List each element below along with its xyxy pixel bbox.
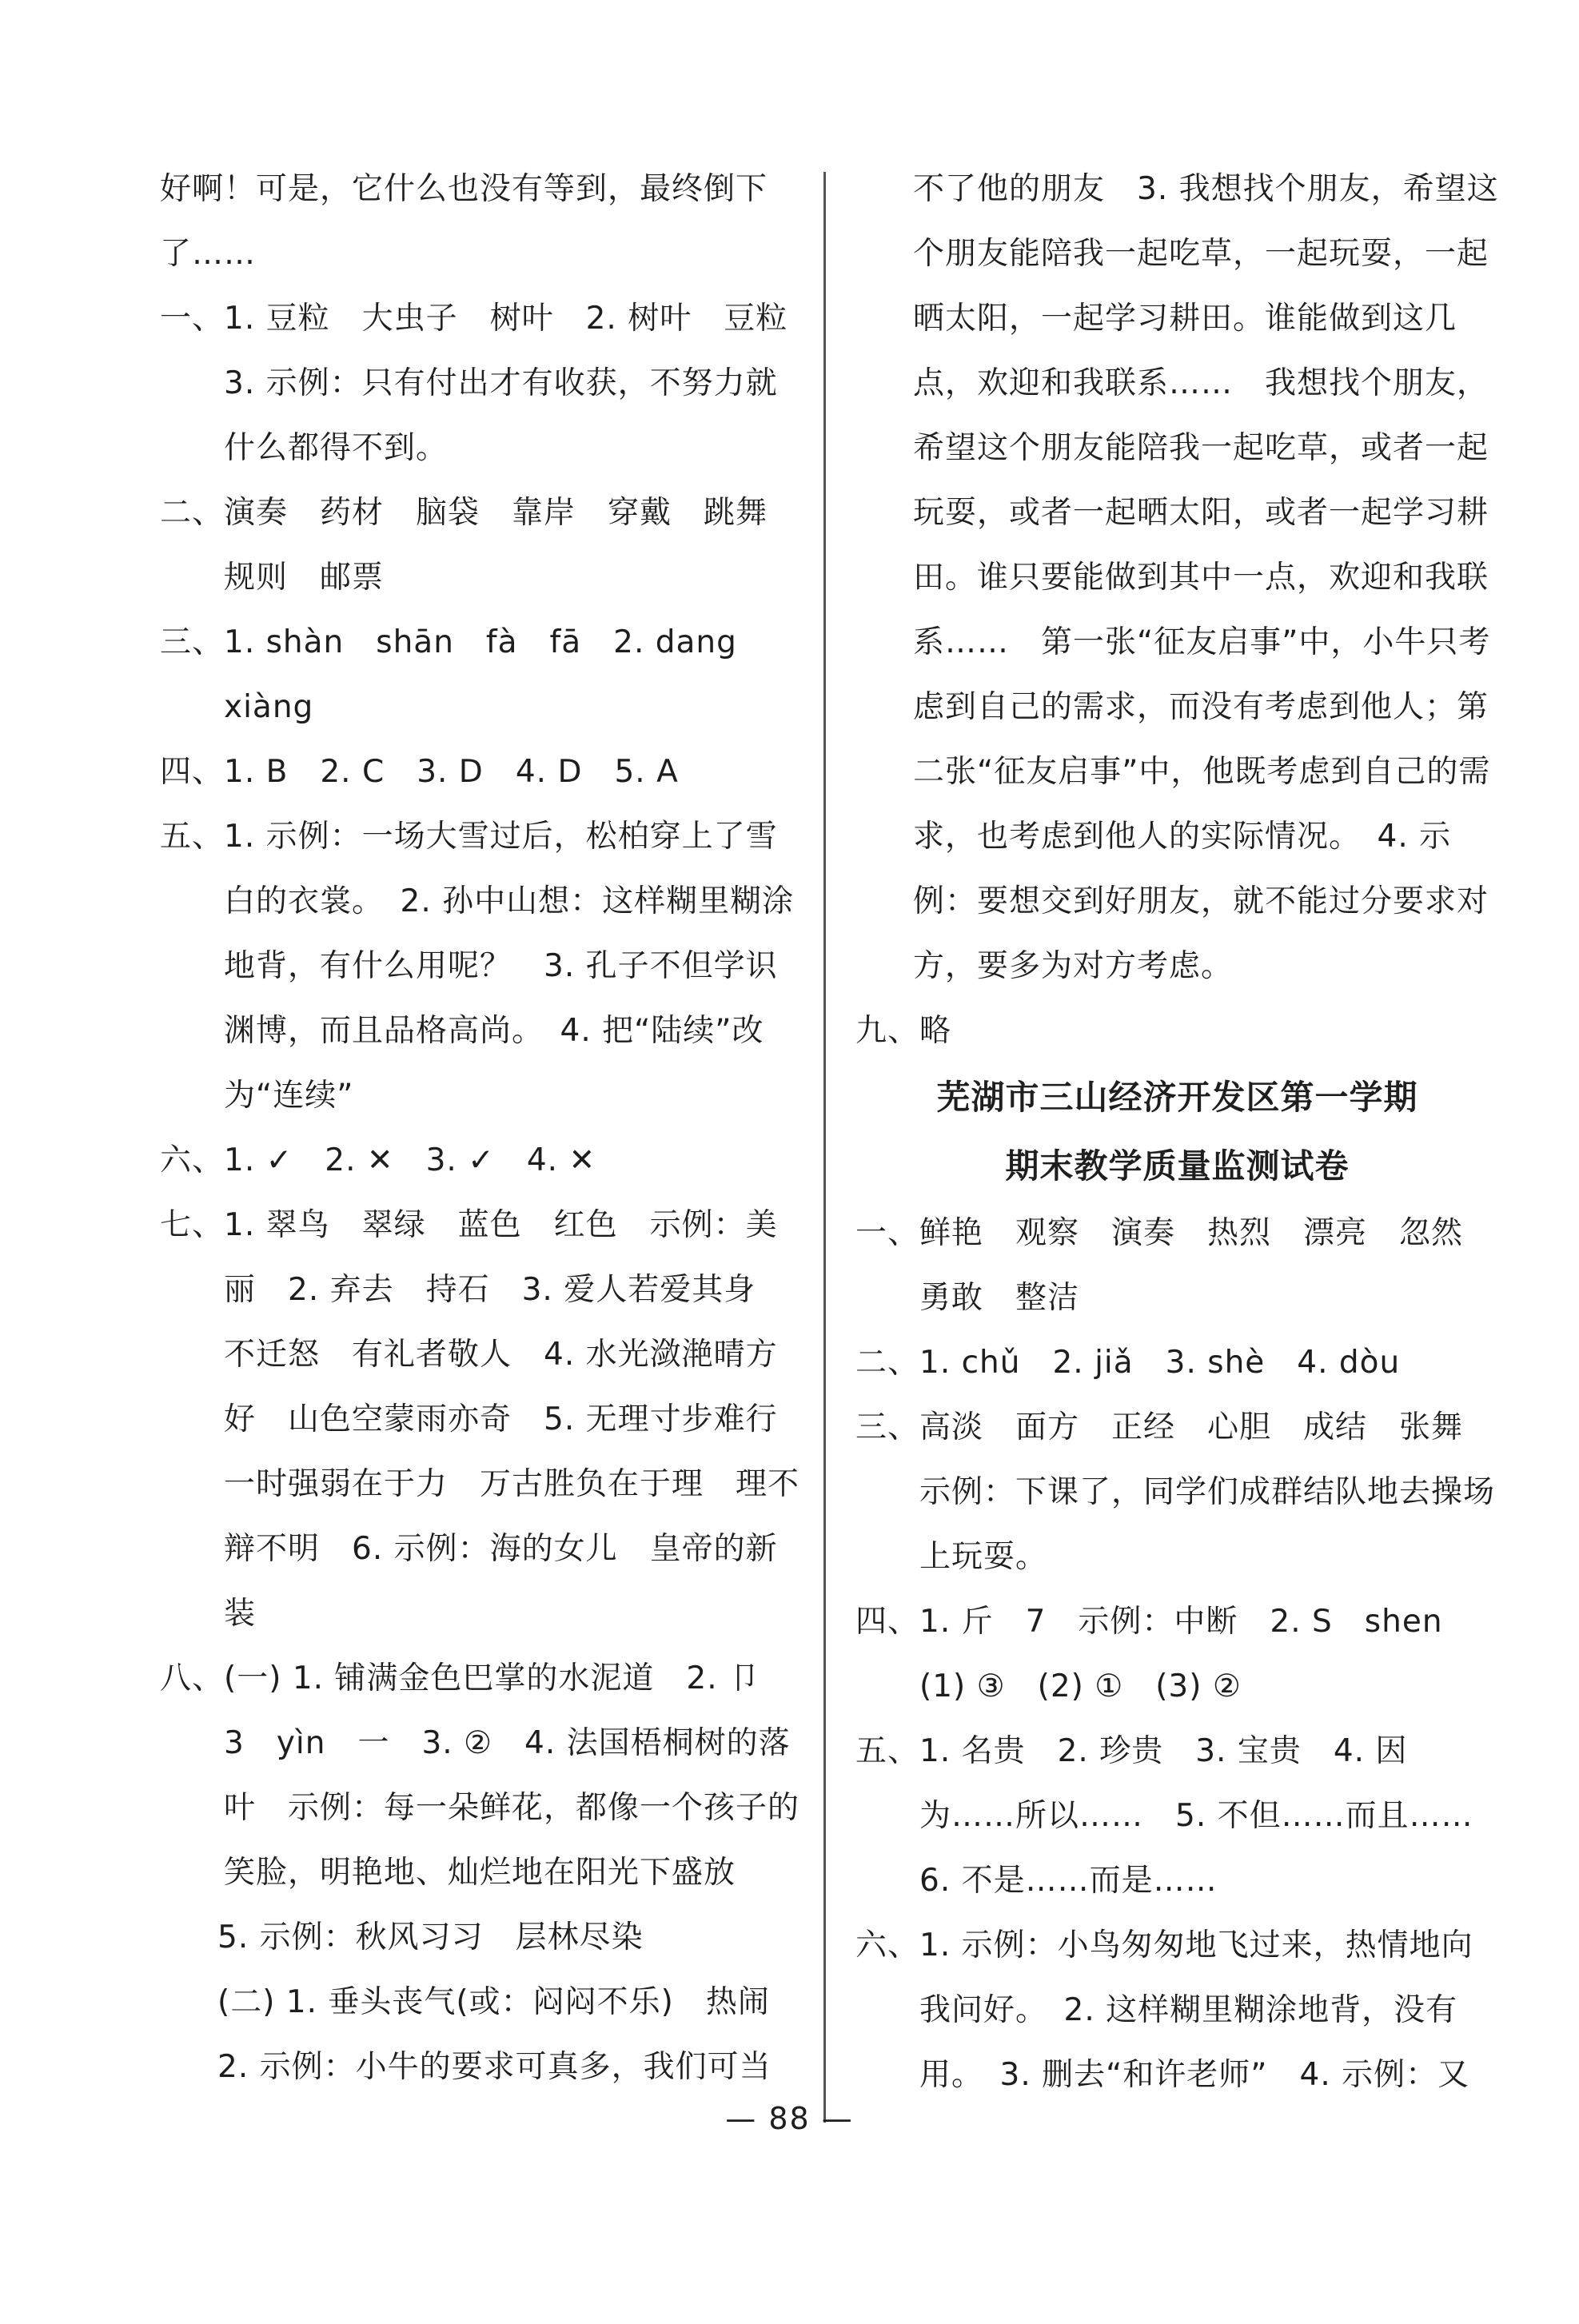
exam-answer-section-2: 二、1. chǔ 2. jiǎ 3. shè 4. dòu	[855, 1345, 1401, 1381]
answer-section-9: 九、略	[855, 1013, 952, 1049]
right-column	[855, 157, 1505, 2107]
answer-section-4: 四、1. B 2. C 3. D 4. D 5. A	[160, 754, 679, 790]
exam-title-line-1: 芜湖市三山经济开发区第一学期	[936, 1078, 1418, 1117]
answer-section-3: 三、1. shàn shān fà fā 2. dang xiàng	[160, 624, 769, 725]
exam-answer-section-5: 五、1. 名贵 2. 珍贵 3. 宝贵 4. 因为……所以…… 5. 不但……而且…… 6. 不是……而是……	[855, 1733, 1505, 1899]
answer-section-8-part-5: 5. 示例：秋风习习 层林尽染	[217, 1919, 644, 1955]
page-number: — 88 —	[725, 2101, 854, 2136]
answer-section-5: 五、1. 示例：一场大雪过后，松柏穿上了雪白的衣裳。 2. 孙中山想：这样糊里糊涂地背，有什么用呢？ 3. 孔子不但学识渊博，而且品格高尚。 4. 把“陆续”改为“连续”	[160, 819, 795, 1114]
exam-title-line-2: 期末教学质量监测试卷	[1005, 1146, 1350, 1186]
answer-continued: 不了他的朋友 3. 我想找个朋友，希望这个朋友能陪我一起吃草，一起玩耍，一起晒太阳，一起学习耕田。谁能做到这几点，欢迎和我联系…… 我想找个朋友，希望这个朋友能陪我一起吃草，或者一起玩耍，或者一起晒太阳，或者一起学习耕田。谁只要能做到其中一点，欢迎和我联系…… 第一张“征友启事”中，小牛只考虑到自己的需求，而没有考虑到他人；第二张“征友启事”中，他既考虑到自己的需求，也考虑到他人的实际情况。 4. 示例：要想交到好朋友，就不能过分要求对方，要多为对方考虑。	[913, 171, 1499, 984]
column-divider	[823, 172, 826, 2123]
left-column	[160, 157, 820, 2099]
exam-answer-section-1: 一、鲜艳 观察 演奏 热烈 漂亮 忽然 勇敢 整洁	[855, 1215, 1496, 1316]
answer-section-8-part-2: (二) 1. 垂头丧气(或：闷闷不乐) 热闹 2. 示例：小牛的要求可真多，我们可当	[217, 1984, 802, 2085]
exam-answer-section-3: 三、高淡 面方 正经 心胆 成结 张舞 示例：下课了，同学们成群结队地去操场上玩耍。	[855, 1409, 1496, 1575]
paragraph-continued: 好啊！可是，它什么也没有等到，最终倒下了……	[160, 171, 768, 272]
answer-section-7: 七、1. 翠鸟 翠绿 蓝色 红色 示例：美丽 2. 弃去 持石 3. 爱人若爱其身 不迁怒 有礼者敬人 4. 水光潋滟晴方好 山色空蒙雨亦奇 5. 无理寸步难行 一时强弱在于力 万古胜负在于理 理不辩不明 6. 示例：海的女儿 皇帝的新装	[160, 1207, 810, 1632]
answer-section-8: 八、(一) 1. 铺满金色巴掌的水泥道 2. 卩 3 yìn 一 3. ② 4. 法国梧桐树的落叶 示例：每一朵鲜花，都像一个孩子的笑脸，明艳地、灿烂地在阳光下盛放	[160, 1660, 800, 1891]
answer-section-6: 六、1. ✓ 2. ✕ 3. ✓ 4. ✕	[160, 1142, 596, 1178]
answer-section-1: 一、1. 豆粒 大虫子 树叶 2. 树叶 豆粒 3. 示例：只有付出才有收获，不努力就什么都得不到。	[160, 301, 820, 466]
exam-answer-section-4: 四、1. 斤 7 示例：中断 2. S shen (1) ③ (2) ① (3) ②	[855, 1604, 1475, 1704]
exam-answer-section-6: 六、1. 示例：小鸟匆匆地飞过来，热情地向我问好。 2. 这样糊里糊涂地背，没有用。 3. 删去“和许老师” 4. 示例：又	[855, 1927, 1473, 2093]
answer-section-2: 二、演奏 药材 脑袋 靠岸 穿戴 跳舞 规则 邮票	[160, 495, 800, 596]
